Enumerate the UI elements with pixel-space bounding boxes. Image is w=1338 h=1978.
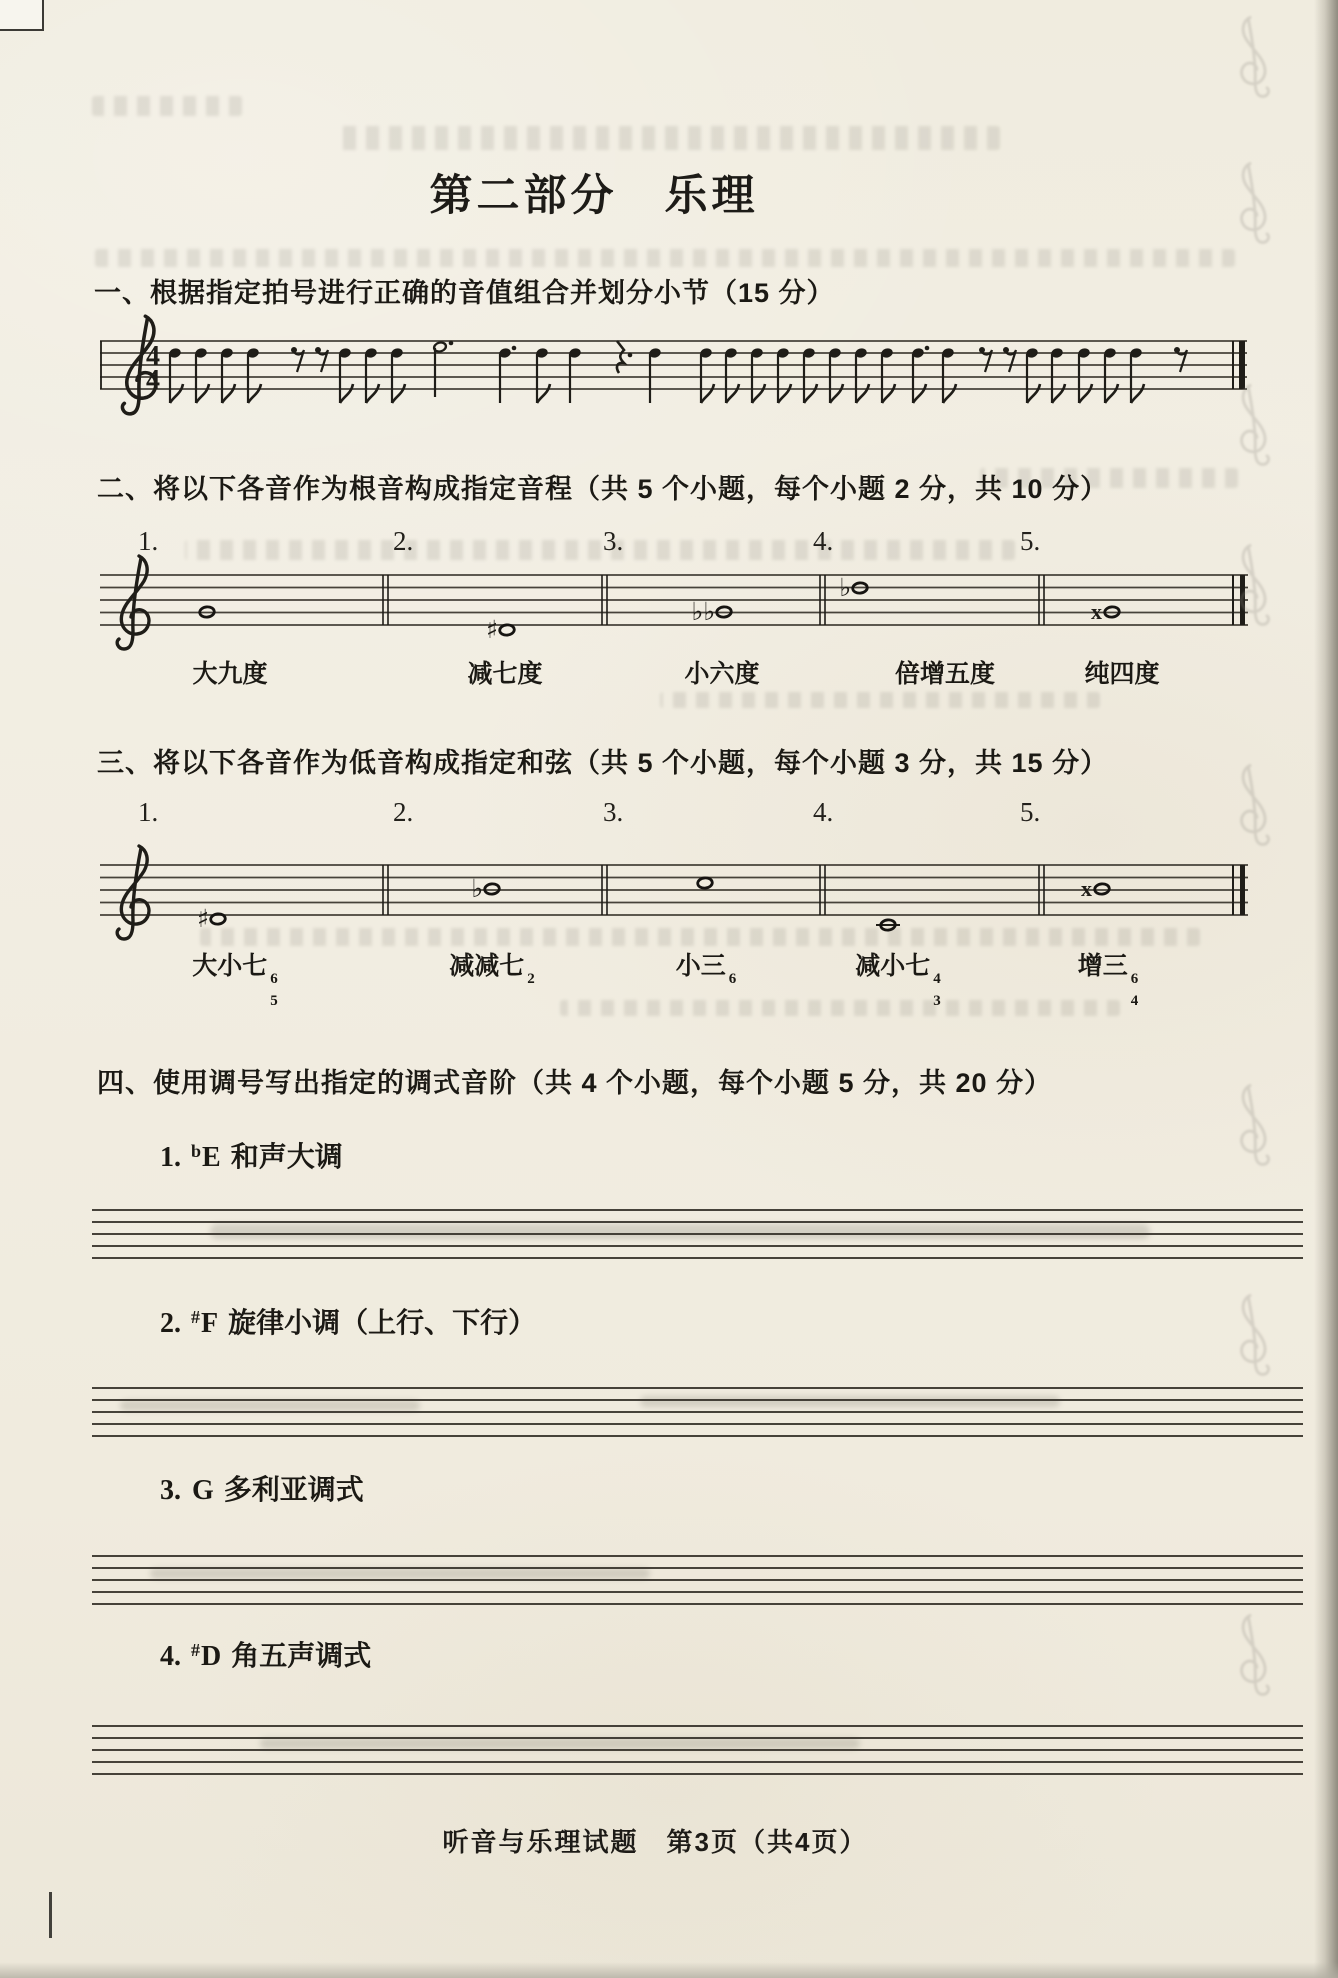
eighth-flag [856,384,869,403]
eighth-flag [1131,384,1144,403]
item-number: 5. [1020,526,1041,556]
note-head [339,348,351,359]
scan-smudge [260,1738,860,1749]
note-head [391,348,403,359]
augmentation-dot [628,353,633,358]
chord-name: 大小七 [192,952,268,980]
quarter-rest-icon [617,341,624,373]
eighth-flag [170,384,183,403]
note-head [751,348,763,359]
chord-label [676,946,737,986]
notation-glyph: ♭♭ [691,597,715,626]
treble-clef-icon [117,556,149,649]
eighth-rest-icon [982,350,992,372]
chord-label [855,946,941,1008]
eighth-flag [1052,384,1065,403]
eighth-rest-icon [1006,350,1016,372]
eighth-rest-icon [1177,350,1187,372]
chord-name: 小三 [675,952,726,980]
sharp-accidental: # [191,1307,200,1327]
sharp-accidental: # [191,1640,200,1660]
whole-note [484,883,500,895]
chord-name: 减减七 [449,952,525,980]
item-number: 4. [160,1641,181,1672]
ghost-treble-clef-icon [1242,545,1269,624]
bleed-through-text [340,126,1000,150]
figured-bass: 2 [527,971,535,987]
eighth-rest-icon [291,347,297,353]
eighth-flag [196,384,209,403]
interval-label: 减七度 [467,660,543,688]
scale-item-2 [160,1301,536,1341]
note-head [803,348,815,359]
note-head [942,348,954,359]
item-number: 4. [813,526,834,556]
item-number: 1. [160,1142,181,1173]
notation-glyph: ♯ [196,904,209,933]
section-2-heading: 二、将以下各音作为根音构成指定音程（共 5 个小题，每个小题 2 分，共 10 分） [97,474,1109,504]
notation-glyph: x [1091,599,1102,624]
eighth-flag [1079,384,1092,403]
eighth-flag [1027,384,1040,403]
note-head [536,348,548,359]
eighth-flag [943,384,956,403]
ghost-treble-clef-icon [1242,765,1269,844]
figured-bass: 6 [728,971,737,987]
root-note: F [201,1308,219,1339]
notation-glyph: ♭ [471,874,483,903]
page-footer: 听音与乐理试题 第3页（共4页） [442,1827,868,1857]
whole-note [1094,883,1110,895]
chord-label [1078,946,1139,1008]
eighth-flag [830,384,843,403]
note-head [649,348,661,359]
eighth-flag [1105,384,1118,403]
bleed-through-text [660,692,1100,708]
section-4-heading: 四、使用调号写出指定的调式音阶（共 4 个小题，每个小题 5 分，共 20 分） [97,1068,1053,1098]
ghost-treble-clef-icon [1242,1295,1269,1374]
note-head [169,348,181,359]
eighth-flag [882,384,895,403]
note-head [725,348,737,359]
scale-name: 角五声调式 [231,1640,372,1671]
flat-accidental: b [191,1141,202,1161]
note-head [1130,348,1142,359]
item-number: 3. [603,797,624,827]
note-head [700,348,712,359]
interval-label: 大九度 [192,660,268,688]
item-number: 1. [138,526,159,556]
eighth-flag [366,384,379,403]
figured-bass: 6 4 [1130,971,1139,1009]
note-head [881,348,893,359]
note-head [829,348,841,359]
scan-bottom-edge [0,1962,1338,1978]
note-head [365,348,377,359]
note-head [1104,348,1116,359]
chord-name: 减小七 [855,952,931,980]
eighth-flag [222,384,235,403]
eighth-rest-icon [979,347,985,353]
note-head [1078,348,1090,359]
note-head [433,341,447,353]
scale-name: 和声大调 [230,1141,343,1172]
notation-glyph: 4 [146,341,160,372]
item-number: 1. [138,797,159,827]
item-number: 2. [393,526,414,556]
eighth-flag [392,384,405,403]
scale-item-4 [160,1634,371,1674]
notation-glyph: ♯ [485,615,498,644]
bleed-through-text [200,928,1200,946]
eighth-rest-icon [318,350,328,372]
whole-note [1104,606,1120,618]
item-number: 2. [393,797,414,827]
eighth-rest-icon [1174,347,1180,353]
note-head [855,348,867,359]
chord-name: 增三 [1077,952,1128,980]
notation-glyph: x [1081,876,1092,901]
ghost-treble-clef-icon [1242,163,1269,242]
augmentation-dot [925,346,930,351]
bleed-through-text [560,1000,1120,1016]
eighth-rest-icon [315,347,321,353]
note-head [569,348,581,359]
note-head [499,348,511,359]
item-number: 2. [160,1308,181,1339]
scan-smudge [150,1568,650,1579]
eighth-flag [913,384,926,403]
item-number: 3. [603,526,624,556]
note-head [195,348,207,359]
interval-label: 纯四度 [1084,660,1160,688]
paper-edge-shadow [1314,0,1338,1978]
eighth-flag [804,384,817,403]
interval-label: 倍增五度 [894,660,996,688]
whole-note [210,913,226,925]
section-1-heading: 一、根据指定拍号进行正确的音值组合并划分小节（15 分） [94,278,835,308]
chord-label [192,946,278,1008]
ghost-treble-clef-icon [1242,17,1269,96]
item-number: 4. [813,797,834,827]
section-3-heading: 三、将以下各音作为低音构成指定和弦（共 5 个小题，每个小题 3 分，共 15 分） [97,748,1109,778]
notation-glyph: 4 [146,365,160,396]
bleed-through-text [185,540,1015,560]
eighth-flag [340,384,353,403]
item-number: 5. [1020,797,1041,827]
ghost-treble-clef-icon [1242,385,1269,464]
scan-smudge [210,1224,1150,1239]
item-number: 3. [160,1475,181,1506]
note-head [1026,348,1038,359]
bleed-through-text [95,249,1235,267]
page-title: 第二部分 乐理 [429,172,759,220]
eighth-flag [778,384,791,403]
scale-item-3 [160,1468,364,1508]
treble-clef-icon [122,316,155,414]
note-head [777,348,789,359]
notation-glyph: ♭ [839,573,851,602]
scan-smudge [640,1396,1060,1407]
whole-note [716,606,732,618]
bleed-through-text [92,96,242,116]
whole-note [852,582,868,594]
whole-note [499,624,515,636]
eighth-rest-icon [1003,347,1009,353]
note-head [912,348,924,359]
note-head [247,348,259,359]
eighth-flag [248,384,261,403]
note-head [221,348,233,359]
ghost-treble-clef-icon [1242,1085,1269,1164]
interval-label: 小六度 [684,660,760,688]
scale-name: 多利亚调式 [223,1474,364,1505]
augmentation-dot [512,346,517,351]
eighth-flag [701,384,714,403]
scale-item-1 [160,1135,343,1175]
note-head [1051,348,1063,359]
root-note: E [202,1142,221,1173]
scan-smudge [120,1400,420,1411]
figured-bass: 4 3 [933,971,941,1009]
scale-name: 旋律小调（上行、下行） [228,1307,537,1338]
treble-clef-icon [117,846,149,939]
ghost-treble-clef-icon [1242,1615,1269,1694]
eighth-flag [726,384,739,403]
margin-mark [49,1892,52,1938]
whole-note [199,606,215,618]
eighth-flag [537,384,550,403]
chord-label [449,946,535,986]
eighth-rest-icon [294,350,304,372]
augmentation-dot [449,341,454,346]
figured-bass: 6 5 [270,971,278,1009]
scan-corner-artifact [0,0,44,31]
root-note: D [201,1641,222,1672]
root-note: G [192,1475,214,1506]
eighth-flag [752,384,765,403]
whole-note [697,877,713,889]
